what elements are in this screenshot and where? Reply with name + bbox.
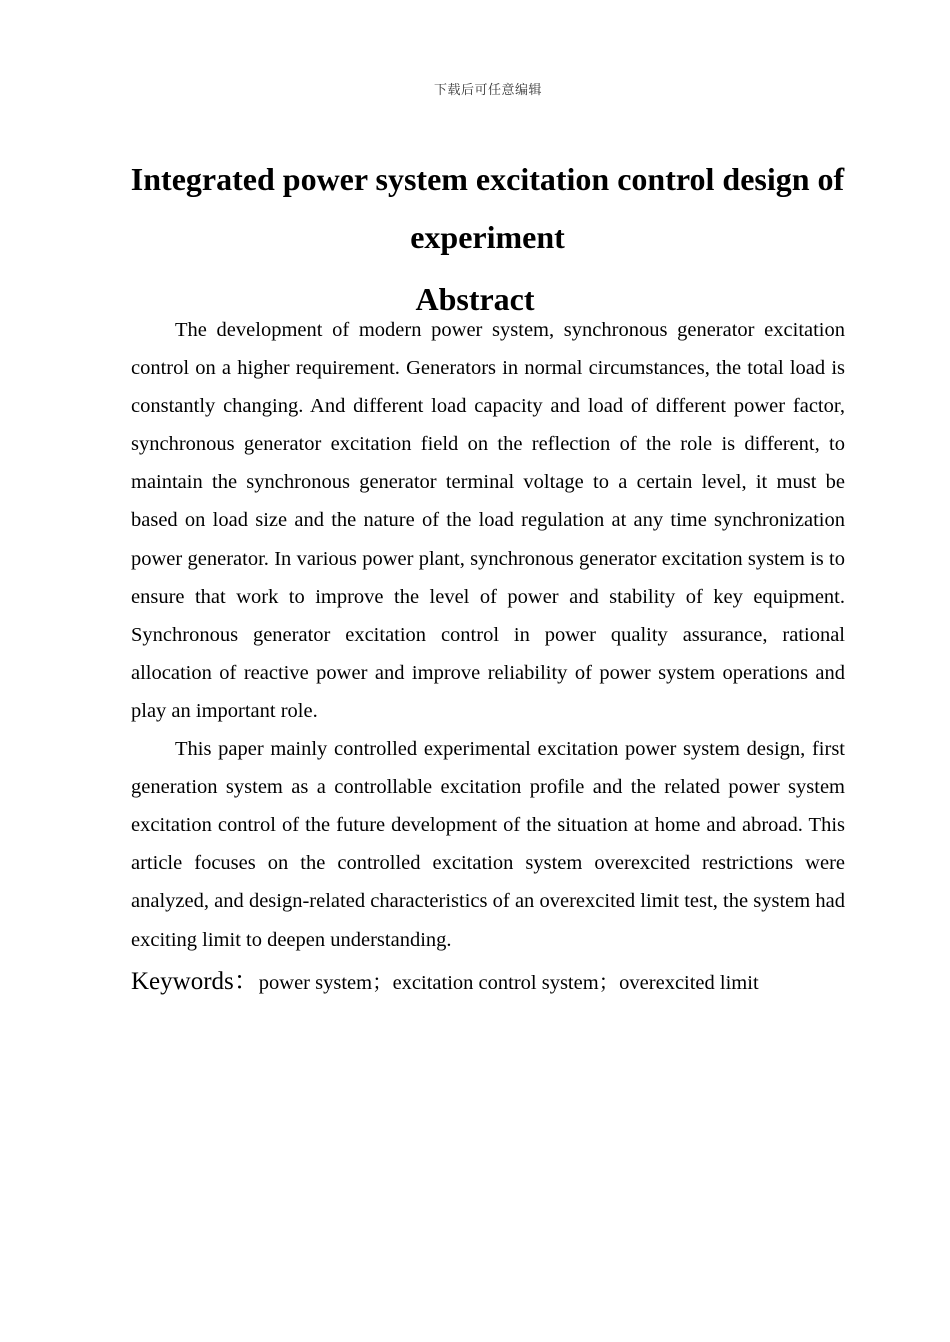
abstract-body	[131, 311, 845, 959]
abstract-paragraph-2: This paper mainly controlled experimental excitation power system design, first generation system as a controllable excitation profile and the related power system excitation control of the future development of the situation at home and abroad. This article focuses on the controlled excitation system overexcited restrictions were analyzed, and design-related characteristics of an overexcited limit test, the system had exciting limit to deepen understanding.	[131, 738, 845, 951]
keyword-item: excitation control system	[392, 972, 599, 994]
keyword-item: overexcited limit	[619, 972, 759, 994]
keywords-label: Keywords：	[131, 968, 259, 995]
header-note: 下载后可任意编辑	[433, 83, 542, 98]
keyword-separator: ；	[372, 970, 393, 994]
document-title: Integrated power system excitation control design of experiment	[130, 161, 845, 255]
keywords-line	[131, 962, 845, 1005]
abstract-heading: Abstract	[415, 281, 535, 317]
keyword-item: power system	[258, 972, 373, 994]
abstract-paragraph-1: The development of modern power system, synchronous generator excitation control on a higher requirement. Generators in normal circumstances, the total load is constantly changing. And different load capacity and load of different power factor, synchronous generator excitation field on the reflection of the role is different, to maintain the synchronous generator terminal voltage to a certain level, it must be based on load size and the nature of the load regulation at any time synchronization power generator. In various power plant, synchronous generator excitation system is to ensure that work to improve the level of power and stability of key equipment. Synchronous generator excitation control in power quality assurance, rational allocation of reactive power and improve reliability of power system operations and play an important role.	[131, 319, 845, 722]
keyword-separator: ；	[598, 970, 620, 994]
